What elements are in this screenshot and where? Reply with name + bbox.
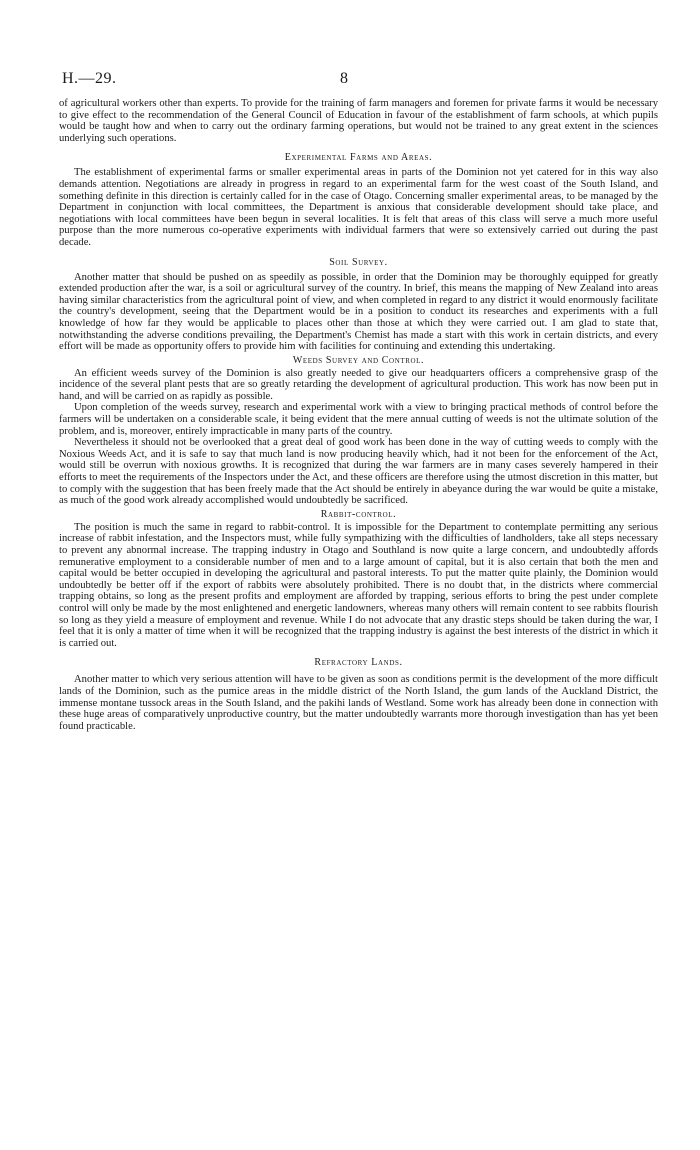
- paragraph-soil-survey: Another matter that should be pushed on as speedily as possible, in order that the Dominion may be thoroughly equipped for greatly extended production after the war, is a soil or agricultural survey of the country. In brief, this means the mapping of New Zealand into areas having similar characteristics from the agricultural point of view, and when completed in regard to any district it would enormously facilitate the country's development, seeing that the Department would be in a position to conduct its researches and experiments with a full knowledge of how far they would be applicable to places other than those at which they were carried out. I am glad to state that, notwithstanding the adverse conditions prevailing, the Department's Chemist has made a start with this work in certain districts, and every effort will be made as opportunity offers to provide him with facilities for continuing and extending this undertaking.: [59, 271, 658, 353]
- paragraph-weeds-1: An efficient weeds survey of the Dominion is also greatly needed to give our headquarters officers a comprehensive grasp of the incidence of the several plant pests that are so greatly retarding the development of agricultural production. This work has now been put in hand, and will be carried on as rapidly as possible.: [59, 367, 658, 402]
- page-number: 8: [340, 70, 348, 87]
- paragraph-refractory-lands: Another matter to which very serious attention will have to be given as soon as conditions permit is the development of the more difficult lands of the Dominion, such as the pumice areas in the middle district of the North Island, the gum lands of the Auckland District, the immense montane tussock areas in the South Island, and the pakihi lands of Westland. Some work has already been done in connection with these huge areas of comparatively unproductive country, but the matter undoubtedly warrants more thorough investigation than has yet been found practicable.: [59, 674, 658, 732]
- section-heading-rabbit-control: Rabbit-control.: [320, 508, 397, 520]
- document-reference: H.—29.: [62, 70, 117, 87]
- paragraph-weeds-2: Upon completion of the weeds survey, research and experimental work with a view to bringing practical methods of control before the farmers will be undertaken on a considerable scale, it being evident that the mere annual cutting of weeds is not the ultimate solution of the problem, and is, moreover, entirely impracticable in many parts of the country.: [59, 402, 658, 437]
- section-heading-soil-survey: Soil Survey.: [329, 256, 388, 268]
- section-heading-refractory-lands: Refractory Lands.: [314, 657, 403, 669]
- section-heading-weeds: Weeds Survey and Control.: [292, 354, 425, 366]
- intro-paragraph: of agricultural workers other than experts. To provide for the training of farm managers and foremen for private farms it would be necessary to give effect to the recommendation of the General Council of Education in favour of the establishment of farm schools, at which pupils would be taught how and when to carry out the ordinary farming operations, but would not be trained to any great extent in the sciences underlying such operations.: [59, 98, 658, 144]
- page-header: [59, 70, 658, 98]
- paragraph-rabbit-control: The position is much the same in regard to rabbit-control. It is impossible for the Department to contemplate permitting any serious increase of rabbit infestation, and the Inspectors must, while fully sympathizing with the difficulties of landholders, take all steps necessary to prevent any abnormal increase. The trapping industry in Otago and Southland is now quite a large concern, and undoubtedly affords remunerative employment to a considerable number of men and to a large amount of capital, but it is also certain that both the men and capital would be better occupied in developing the agricultural and pastoral interests. To put the matter quite plainly, the Dominion would undoubtedly be better off if the export of rabbits were absolutely prohibited. There is no doubt that, in the districts where commercial trapping obtains, so long as the present profits and employment are afforded by trapping, serious efforts to bring the pest under complete control will only be made by the most enlightened and energetic landowners, whereas many others will remain content to see rabbits flourish so long as they yield a measure of employment and revenue. While I do not advocate that any drastic steps should be taken during the war, I feel that it is only a matter of time when it will be recognized that the trapping industry is against the best interests of the district in which it is carried out.: [59, 521, 658, 649]
- paragraph-weeds-3: Nevertheless it should not be overlooked that a great deal of good work has been done in the way of cutting weeds to comply with the Noxious Weeds Act, and it is safe to say that much land is now producing heavily which, had it not been for the enforcement of the Act, would still be overrun with noxious growths. It is recognized that during the war farmers are in many cases severely hampered in their efforts to meet the requirements of the Inspectors under the Act, and these officers are therefore using the utmost discretion in this matter, but to comply with the suggestion that has been freely made that the Act should be entirely in abeyance during the war would be quite a mistake, as much of the good work already accomplished would undoubtedly be sacrificed.: [59, 437, 658, 507]
- section-heading-experimental-farms: Experimental Farms and Areas.: [284, 152, 433, 164]
- paragraph-experimental-farms: The establishment of experimental farms or smaller experimental areas in parts of the Dominion not yet catered for in this way also demands attention. Negotiations are already in progress in regard to an experimental farm for the west coast of the South Island, and something definite in this direction is certainly called for in the case of Otago. Concerning smaller experimental areas, to be managed by the Department in conjunction with local committees, the Department is anxious that considerable development should take place, and negotiations with local committees have been begun in several localities. It is felt that areas of this class will serve a much more useful purpose than the more numerous co-operative experiments with individual farmers that were so extensively carried out during the past decade.: [59, 167, 658, 248]
- document-page: [59, 70, 658, 732]
